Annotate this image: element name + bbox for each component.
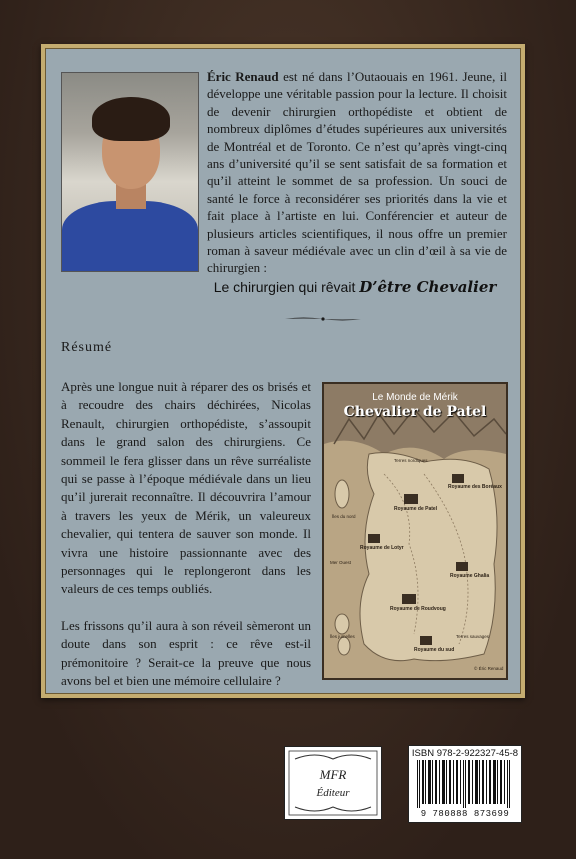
isbn-barcode: [408, 745, 522, 823]
map-label-iles-nord: Îles du nord: [332, 514, 356, 519]
map-label-lotyr: Royaume de Lotyr: [360, 545, 404, 551]
map-label-iles-sud: Îles jumelles: [330, 634, 355, 639]
map-illustration: [322, 382, 508, 680]
book-title: [195, 278, 515, 296]
book-title-plain: Le chirurgien qui rêvait: [213, 279, 360, 295]
map-credit: © Éric Renaud: [474, 666, 504, 671]
barcode-digits: 9 780888 873699: [420, 809, 510, 819]
book-title-gothic: D’être Chevalier: [359, 278, 497, 296]
resume-paragraph-2: Les frissons qu’il aura à son réveil sèmeront un doute dans son esprit : ce rêve est-il prémonitoire ? Serait-ce la preuve que nous avons bel et bien une mémoire cellulaire ?: [61, 617, 311, 689]
publisher-logo: [284, 746, 382, 820]
map-label-north: Terres nordiques: [394, 458, 428, 463]
resume-paragraph-1: Après une longue nuit à réparer des os brisés et à recoudre des chairs déchirées, Nicolas Renault, chirurgien orthopédiste, s’assoupit dans le grand salon des chirurgiens. Ce sommeil le fera glisser dans un rêve surréaliste qui se passe à l’époque médiévale dans un lieu qu’il jurerait reconnaître. Il découvrira l’amour à travers les yeux de Mérik, un valeureux chevalier, qui tentera de sauver son monde. Il vivra une histoire passionnante avec des personnages qui le replongeront dans les valeurs de ces temps oubliés.: [61, 379, 311, 597]
barcode-bars: [415, 760, 515, 808]
map-label-terres-sauvages: Terres sauvages: [456, 634, 490, 639]
isbn-text: ISBN 978-2-922327-45-8: [411, 748, 519, 759]
photo-hair: [92, 97, 170, 141]
map-label-mer-ouest: Mer Ouest: [330, 560, 352, 565]
back-cover-panel: [41, 44, 525, 698]
publisher-name: MFR: [319, 767, 347, 782]
ornament-divider: [283, 316, 363, 322]
publisher-label: Éditeur: [316, 787, 350, 799]
map-title: Chevalier de Patel: [343, 404, 487, 420]
author-bio: [207, 68, 507, 277]
map-label-boreal: Royaume des Boréaux: [448, 484, 502, 490]
map-label-ghalia: Royaume Ghalia: [450, 573, 490, 579]
photo-shirt: [62, 201, 198, 272]
map-label-sud: Royaume du sud: [414, 647, 455, 653]
resume-heading: Résumé: [61, 340, 113, 355]
map-subtitle: Le Monde de Mérik: [372, 392, 458, 403]
map-label-roudvoug: Royaume de Roudvoug: [390, 606, 446, 612]
resume-text: [61, 378, 311, 709]
logo-frame: [285, 747, 381, 819]
map-label-patel: Royaume de Patel: [394, 506, 438, 512]
author-photo: [61, 72, 199, 272]
bio-text: est né dans l’Outaouais en 1961. Jeune, il développe une véritable passion pour la lecture. Il choisit de devenir chirurgien orthopédiste et obtient de nombreux diplômes d’études supérieures aux universités de Montréal et de Toronto. Ce n’est qu’après vingt-cinq ans d’université qu’il se sent satisfait de sa formation et qu’il atteint le sommet de sa profession. Un souci de santé le force à reconsidérer ses priorités dans la vie et fait place à l’artiste en lui. Conférencier et auteur de plusieurs articles scientifiques, il nous offre un premier roman à saveur médiévale avec un clin d’œil à sa vie de chirurgien :: [207, 69, 507, 276]
author-name: Éric Renaud: [207, 69, 279, 84]
